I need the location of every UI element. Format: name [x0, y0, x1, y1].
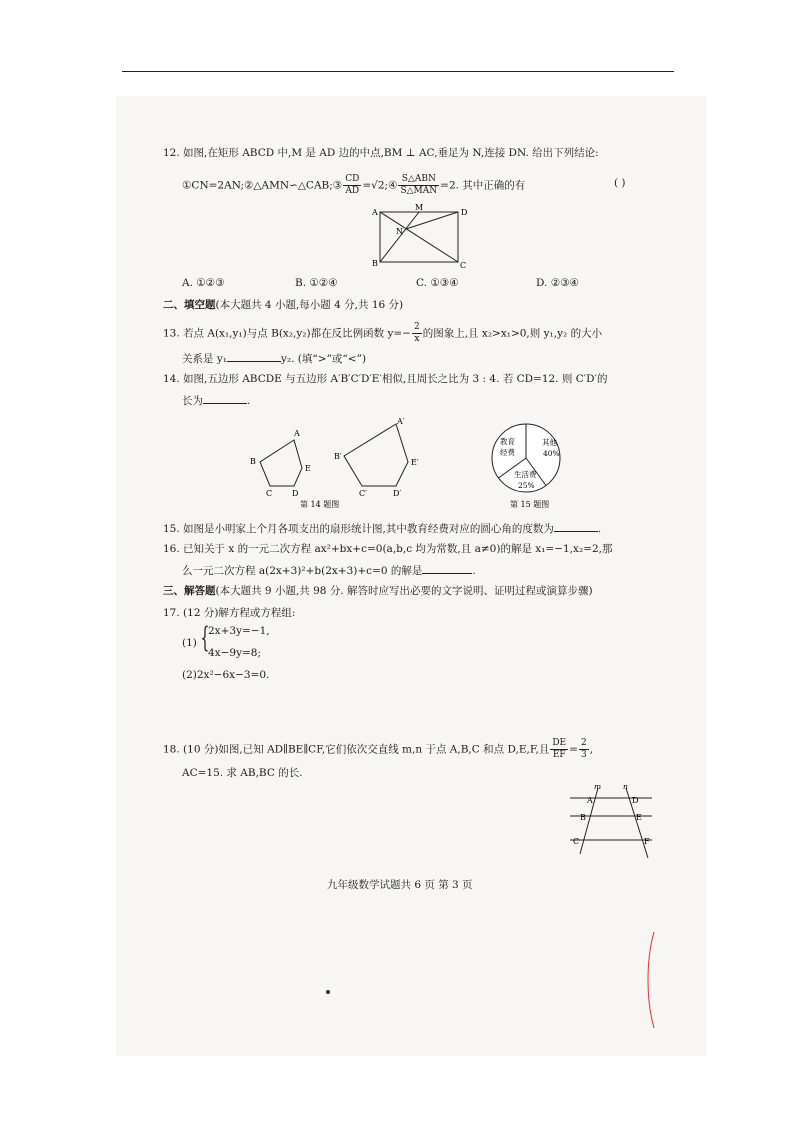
q12-option-d: D. ②③④ [536, 277, 579, 289]
fig14-label-b: B [250, 457, 256, 466]
page-footer: 九年级数学试题共 6 页 第 3 页 [327, 879, 473, 891]
q12-answer-paren: ( ) [614, 177, 626, 189]
section3-heading: 三、解答题(本大题共 9 小题,共 98 分. 解答时应写出必要的文字说明、证明过程或演算步骤) [163, 585, 593, 597]
fig14-label-e-prime: E′ [411, 458, 419, 467]
q18-line1: 18. (10 分)如图,已知 AD∥BE∥CF,它们依次交直线 m,n 于点 A,B,C 和点 D,E,F,且 $\frac{DE}{EF}$ = $\frac{2}{3}$ , [163, 738, 594, 760]
pie-label-education-1: 教育 [500, 437, 515, 446]
pie-label-living-pct: 25% [518, 481, 535, 490]
fig14-label-a: A [294, 429, 300, 438]
fig18-label-f: F [644, 837, 650, 846]
q12-rectangle-figure [370, 202, 470, 272]
fig12-label-n: N [396, 227, 403, 236]
q15-line: 15. 如图是小明家上个月各项支出的扇形统计图,其中教育经费对应的圆心角的度数为 . [163, 523, 602, 535]
q12-line1: 12. 如图,在矩形 ABCD 中,M 是 AD 边的中点,BM ⊥ AC,垂足为 N,连接 DN. 给出下列结论: [163, 147, 599, 159]
fig14-label-d-prime: D′ [393, 489, 402, 498]
fig14-label-a-prime: A′ [397, 417, 405, 426]
q14-line1: 14. 如图,五边形 ABCDE 与五边形 A′B′C′D′E′相似,且周长之比为 3 : 4. 若 CD=12. 则 C′D′的 [163, 373, 608, 385]
fig14-label-e: E [305, 464, 311, 473]
fig18-label-d: D [632, 796, 639, 805]
fig18-label-c: C [573, 837, 580, 846]
q17-eq1: 2x+3y=−1, [208, 625, 270, 637]
fig14-label-c-prime: C′ [359, 489, 367, 498]
q15-answer-blank [554, 531, 598, 532]
q17-line1: 17. (12 分)解方程或方程组: [163, 607, 296, 619]
fig12-label-a: A [372, 208, 378, 217]
q12-option-b: B. ①②④ [295, 277, 338, 289]
q18-line2: AC=15. 求 AB,BC 的长. [182, 767, 303, 779]
q17-part2: (2)2x²−6x−3=0. [182, 669, 270, 681]
scan-speck [326, 990, 330, 994]
fig12-label-b: B [372, 259, 378, 268]
fig18-label-n: n [623, 782, 628, 791]
q15-pie-chart [480, 418, 590, 518]
fig12-label-c: C [460, 261, 467, 270]
q12-option-a: A. ①②③ [182, 277, 225, 289]
q13-answer-blank [227, 361, 281, 362]
q12-option-c: C. ①③④ [416, 277, 459, 289]
fig15-caption: 第 15 题图 [510, 500, 550, 509]
header-rule [122, 71, 674, 72]
q14-answer-blank [203, 403, 247, 404]
pie-label-education-2: 经费 [500, 448, 515, 457]
q13-line2: 关系是 y₁ y₂. (填“>”或“<”) [182, 353, 367, 365]
fig18-label-e: E [636, 813, 642, 822]
q16-answer-blank [422, 573, 472, 574]
q17-eq2: 4x−9y=8; [208, 647, 262, 659]
q14-pentagon-figure [238, 416, 438, 516]
fig14-label-c: C [266, 489, 273, 498]
section2-heading: 二、填空题(本大题共 4 小题,每小题 4 分,共 16 分) [163, 299, 404, 311]
pie-label-other-pct: 40% [543, 449, 560, 458]
fig18-label-a: A [587, 796, 593, 805]
q14-line2: 长为 . [182, 395, 251, 407]
fig14-caption: 第 14 题图 [300, 500, 340, 509]
fig18-label-b: B [580, 813, 586, 822]
q16-line1: 16. 已知关于 x 的一元二次方程 ax²+bx+c=0(a,b,c 均为常数,且 a≠0)的解是 x₁=−1,x₂=2,那 [163, 543, 613, 555]
fig12-label-d: D [461, 208, 468, 217]
q18-parallel-lines-figure [562, 782, 662, 862]
q12-line2: ①CN=2AN;②△AMN∽△CAB;③ $\frac{CD}{AD}$ =√2;④ $\frac{\text{S△ABN}}{\text{S△MAN}}$ =2. 其中正确的有 [182, 174, 526, 196]
fig18-label-m: m [594, 782, 602, 791]
fig12-label-m: M [415, 203, 424, 212]
q17-system-brace: { [200, 621, 210, 654]
fig14-label-b-prime: B′ [334, 452, 342, 461]
pie-label-other: 其他 [542, 438, 557, 447]
fig14-label-d: D [292, 489, 299, 498]
pie-label-living: 生活费 [514, 470, 537, 479]
red-pen-mark [640, 930, 670, 1030]
q13-line1: 13. 若点 A(x₁,y₁)与点 B(x₂,y₂)都在反比例函数 y=− $\frac{2}{x}$ 的图象上,且 x₂>x₁>0,则 y₁,y₂ 的大小 [163, 322, 603, 344]
q17-part1-label: (1) [182, 637, 197, 649]
q16-line2: 么一元二次方程 a(2x+3)²+b(2x+3)+c=0 的解是 . [182, 565, 476, 577]
